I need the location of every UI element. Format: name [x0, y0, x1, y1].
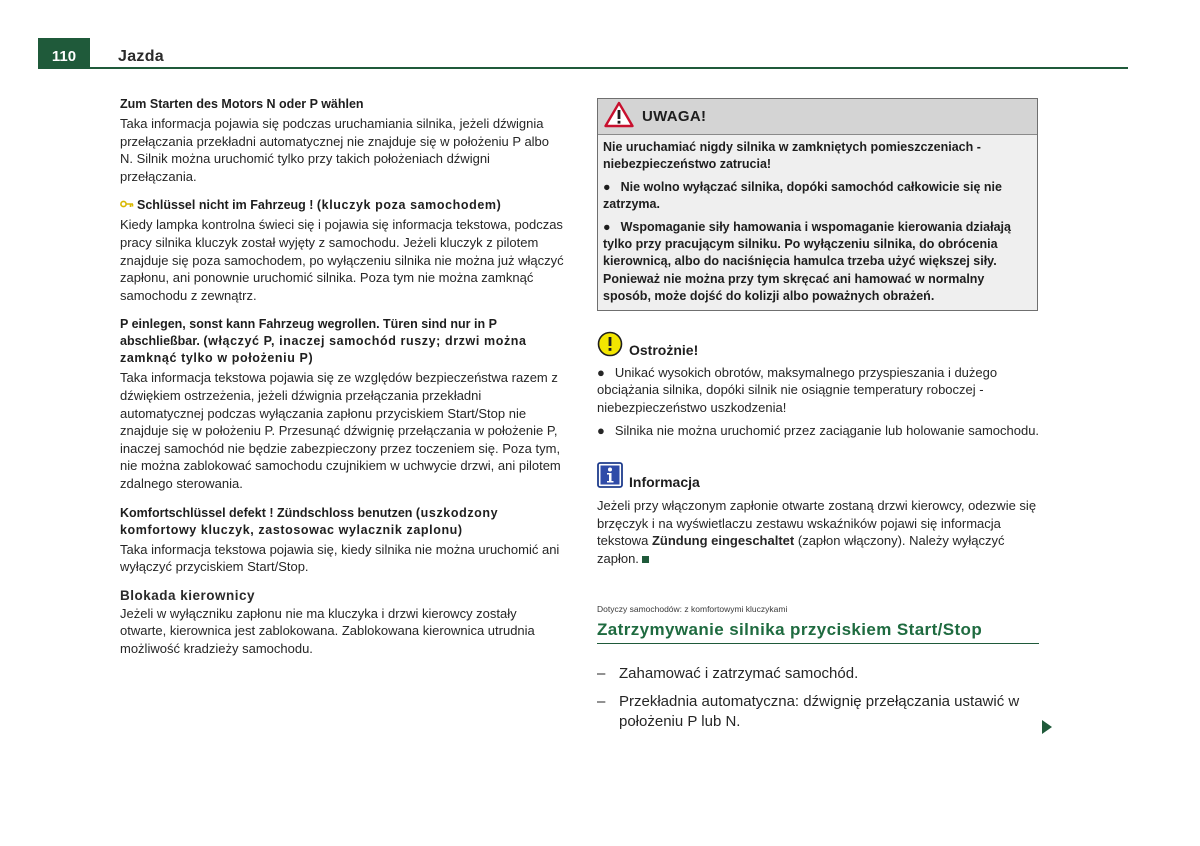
bullet-icon: ● [597, 364, 605, 380]
heading-pl: (kluczyk poza samochodem) [316, 198, 502, 213]
warning-title: UWAGA! [642, 108, 707, 125]
block-key-missing [120, 197, 565, 304]
block-heading: Blokada kierownicy [120, 587, 256, 603]
block-heading [120, 197, 565, 214]
step-item [597, 692, 1042, 732]
info-text [597, 497, 1042, 567]
block-text: Jeżeli w wyłączniku zapłonu nie ma kluczyka i drzwi kierowcy zostały otwarte, kierownica jest zablokowana. Zablokowana kierownica utrudnia możliwość kradzieży samochodu. [120, 605, 535, 656]
right-column [597, 98, 1042, 740]
warning-text-1: Nie uruchamiać nigdy silnika w zamkniętych pomieszczeniach - niebezpieczeństwo zatrucia! [603, 140, 981, 172]
warning-text-2 [603, 179, 1032, 214]
block-text: Taka informacja tekstowa pojawia się, kiedy silnika nie można uruchomić ani wyłączyć przyciskiem Start/Stop. [120, 541, 560, 575]
block-text: Taka informacja tekstowa pojawia się ze względów bezpieczeństwa razem z dźwiękiem ostrzeżenia, jeżeli dźwignia przełączania przekładni automatycznej podczas wyłączania zapłonu przyciskiem Start/Stop nie znajduje się w położeniu P. Przesunąć dźwignię przełączania w położenie P, inaczej samochód nie będzie zabezpieczony przez toczeniem się. Poza tym, nie można zablokować samochodu czujnikiem w uchwycie drzwi, ani pilotem zdalnego sterowania. [120, 370, 561, 491]
info-text-before: Jeżeli przy włączonym zapłonie otwarte zostaną drzwi kierowcy, odezwie się brzęczyk i na wyświetlaczu zestawu wskaźników pojawi się informacja tekstowa [597, 498, 1037, 549]
header-rule [90, 67, 1128, 69]
block-engage-p [120, 316, 565, 492]
dash-icon: – [597, 693, 606, 711]
block-heading [120, 505, 565, 539]
caution-item-2 [597, 422, 1042, 440]
block-heading [120, 316, 565, 367]
caution-item-2-text: Silnika nie można uruchomić przez zaciąganie lub holowanie samochodu. [614, 423, 1040, 439]
warning-header [598, 99, 1037, 135]
warning-text-2-content: Nie wolno wyłączać silnika, dopóki samochód całkowicie się nie zatrzyma. [603, 179, 1002, 212]
step-list [597, 664, 1042, 732]
caution-item-1 [597, 364, 1042, 417]
page-number: 110 [38, 38, 90, 69]
warning-text-3-content: Wspomaganie siły hamowania i wspomaganie kierowania działają tylko przy pracującym silniku. Po wyłączeniu silnika, do obrócenia kierownicą, albo do naciśnięcia hamulca trzeba użyć większej siły. Ponieważ nie można przy tym skręcać ani hamować w normalny sposób, może dojść do kolizji albo poważnych obrażeń. [603, 219, 1011, 304]
heading-pl: (uszkodzony komfortowy kluczyk, zastosowac wylacznik zaplonu) [120, 505, 499, 537]
caution-title: Ostrożnie! [629, 342, 699, 359]
step-item [597, 664, 1042, 684]
warning-box [597, 98, 1038, 311]
bullet-icon: ● [603, 179, 611, 194]
heading-de: Komfortschlüssel defekt ! Zündschloss benutzen [120, 505, 413, 520]
block-text: Kiedy lampka kontrolna świeci się i pojawia się informacja tekstowa, podczas pracy silnika kluczyk został wyjęty z samochodu. Jeżeli kluczyk z pilotem znajduje się poza samochodem, po wyłączeniu silnika nie można już włączyć zapłonu, ani ponownie uruchomić silnika. Poza tym nie można zamknąć samochodu z zewnątrz. [120, 217, 564, 303]
caution-item-1-text: Unikać wysokich obrotów, maksymalnego przyspieszania i dużego obciążania silnika, dopóki silnik nie osiągnie temperatury roboczej - niebezpieczeństwo uszkodzenia! [597, 364, 998, 415]
next-page-arrow-icon [1042, 720, 1052, 734]
heading-de: Schlüssel nicht im Fahrzeug ! [137, 198, 314, 213]
block-text: Taka informacja pojawia się podczas uruchamiania silnika, jeżeli dźwignia przełączania przekładni automatycznej nie znajduje się w położeniu P albo N. Silnik można uruchomić tylko przy takich położeniach dźwigni przełączania. [120, 116, 550, 184]
heading-pl: (włączyć P, inaczej samochód ruszy; drzwi można zamknąć tylko w położeniu P) [120, 334, 527, 366]
key-icon [120, 197, 134, 214]
warning-text-3 [603, 219, 1032, 306]
end-mark-icon [642, 556, 649, 563]
exclamation-circle-icon [597, 331, 623, 362]
bullet-icon: ● [597, 423, 605, 439]
chapter-title: Jazda [118, 48, 164, 65]
block-comfort-key [120, 505, 565, 576]
section-title: Zatrzymywanie silnika przyciskiem Start/Stop [597, 620, 1039, 644]
info-title: Informacja [629, 473, 700, 490]
info-icon [597, 462, 623, 493]
bullet-icon: ● [603, 219, 611, 234]
heading-de: P einlegen, sonst kann Fahrzeug wegrollen. Türen sind nur in P abschließbar. [120, 317, 497, 349]
info-text-bold: Zündung eingeschaltet [651, 533, 795, 549]
block-steering-lock [120, 588, 565, 658]
step-text: Zahamować i zatrzymać samochód. [619, 665, 859, 683]
info-text-after: (zapłon włączony). Należy wyłączyć zapłon. [597, 533, 1005, 566]
block-start-motor [120, 96, 565, 185]
info-header [597, 462, 1042, 493]
applies-to: Dotyczy samochodów: z komfortowymi kluczykami [597, 604, 788, 615]
block-heading: Zum Starten des Motors N oder P wählen [120, 97, 364, 111]
dash-icon: – [597, 665, 606, 683]
left-column [120, 96, 565, 669]
warning-triangle-icon [604, 101, 634, 133]
caution-header [597, 331, 1042, 362]
step-text: Przekładnia automatyczna: dźwignię przełączania ustawić w położeniu P lub N. [619, 693, 1020, 731]
warning-body [598, 135, 1037, 310]
